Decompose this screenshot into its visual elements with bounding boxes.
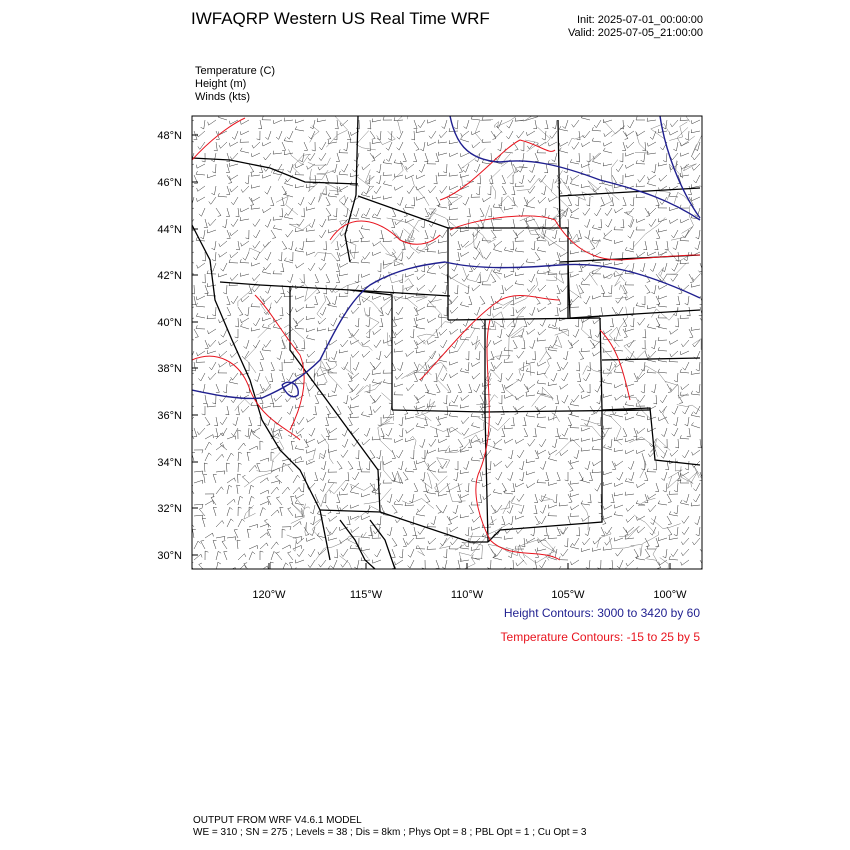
- lat-label-46: 46°N: [157, 177, 182, 189]
- kansas-border: [602, 358, 700, 360]
- lon-label-120: 120°W: [252, 589, 286, 601]
- valid-time: Valid: 2025-07-05_21:00:00: [568, 27, 703, 39]
- nevada-utah-border: [350, 290, 392, 410]
- lat-label-48: 48°N: [157, 130, 182, 142]
- longitude-labels: [252, 589, 687, 601]
- gulf-coast: [370, 520, 395, 569]
- init-time: Init: 2025-07-01_00:00:00: [577, 14, 703, 26]
- idaho-south-border: [350, 290, 450, 296]
- temperature-contour-legend: Temperature Contours: -15 to 25 by 5: [500, 630, 700, 644]
- temperature-contours: [192, 118, 700, 560]
- baja-coast: [340, 520, 375, 569]
- colorado-south-border: [485, 410, 650, 412]
- temperature-contour-montana: [440, 140, 555, 200]
- lat-label-38: 38°N: [157, 363, 182, 375]
- montana-dakota-border: [558, 120, 560, 228]
- latitude-labels: [157, 130, 182, 562]
- state-boundaries: [192, 116, 700, 569]
- lat-label-30: 30°N: [157, 550, 182, 562]
- field-label-height: Height (m): [195, 78, 247, 90]
- lon-label-115: 115°W: [349, 589, 383, 601]
- map-frame: [192, 116, 702, 569]
- montana-wyoming-border: [358, 196, 448, 228]
- lon-label-105: 105°W: [551, 589, 585, 601]
- lon-label-110: 110°W: [450, 589, 484, 601]
- temperature-contour-colorado: [476, 320, 560, 560]
- height-contour-legend: Height Contours: 3000 to 3420 by 60: [503, 606, 700, 620]
- temperature-contour-wyoming: [450, 216, 700, 260]
- lat-label-44: 44°N: [157, 224, 182, 236]
- page-title: IWFAQRP Western US Real Time WRF: [191, 9, 490, 28]
- lat-label-32: 32°N: [157, 503, 182, 515]
- lat-label-42: 42°N: [157, 270, 182, 282]
- lon-label-100: 100°W: [653, 589, 687, 601]
- idaho-west-border: [345, 116, 358, 262]
- washington-oregon-border: [192, 158, 358, 184]
- lat-label-34: 34°N: [157, 457, 182, 469]
- axis-ticks: [192, 135, 670, 569]
- temperature-contour-utah: [420, 296, 560, 380]
- footer-model-info: OUTPUT FROM WRF V4.6.1 MODEL: [193, 815, 362, 826]
- lat-label-36: 36°N: [157, 410, 182, 422]
- oregon-south-border: [220, 282, 350, 290]
- wind-barbs: [185, 115, 705, 581]
- lat-label-40: 40°N: [157, 317, 182, 329]
- height-contours: [192, 116, 700, 398]
- field-label-winds: Winds (kts): [195, 91, 250, 103]
- nebraska-border: [568, 262, 700, 318]
- footer-model-settings: WE = 310 ; SN = 275 ; Levels = 38 ; Dis = 8km ; Phys Opt = 8 ; PBL Opt = 1 ; Cu Opt = 3: [193, 827, 587, 838]
- wind-barb-field: [185, 115, 705, 581]
- field-label-temperature: Temperature (C): [195, 65, 276, 77]
- arizona-nm-border: [485, 412, 488, 542]
